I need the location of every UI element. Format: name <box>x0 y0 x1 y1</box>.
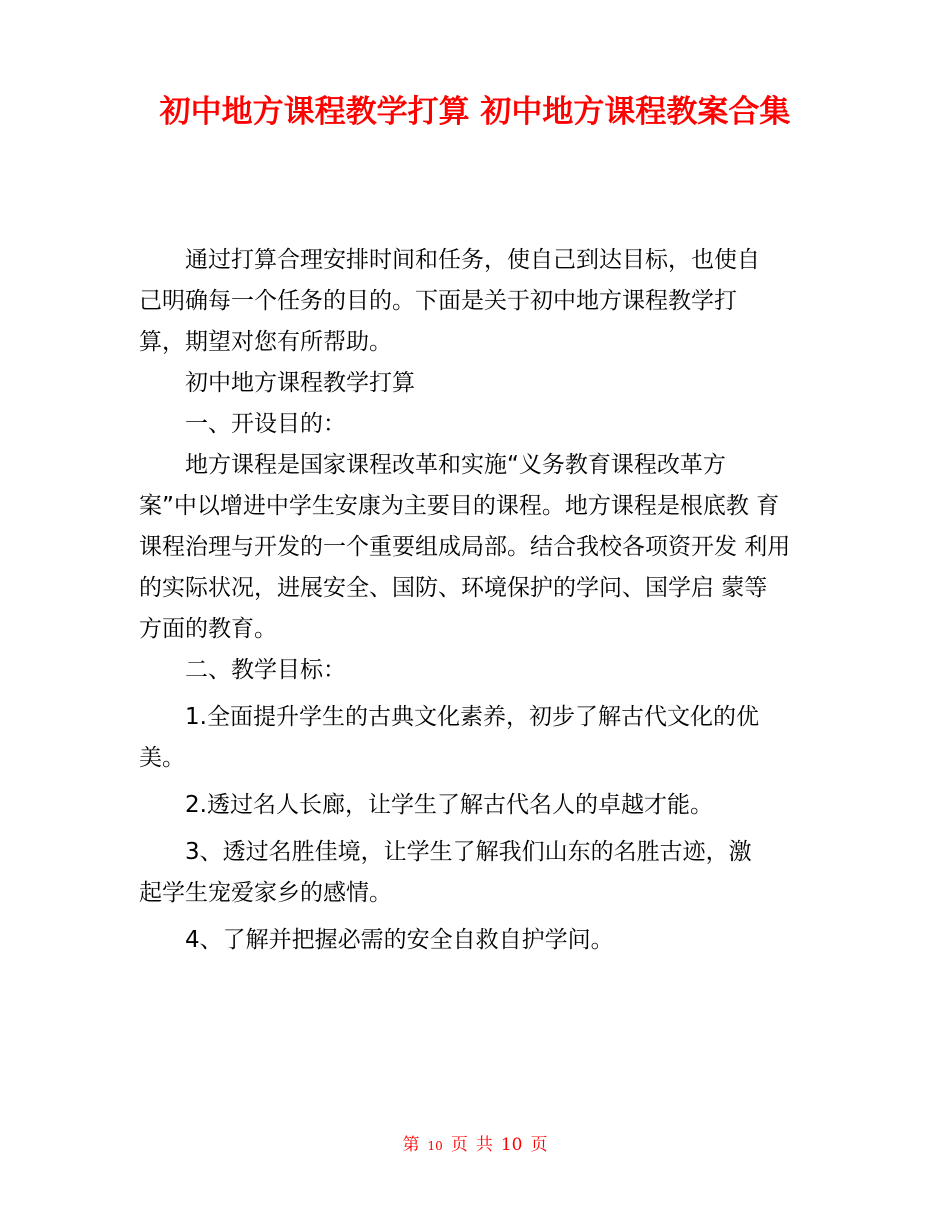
section-heading-purpose: 一、开设目的： <box>185 411 346 437</box>
goal-item-4: 4、了解并把握必需的安全自救自护学问。 <box>185 927 614 953</box>
text-line: 地方课程是国家课程改革和实施“义务教育课程改革方 <box>185 452 726 478</box>
text-line: 案”中以增进中学生安康为主要目的课程。地方课程是根底教 育 <box>139 493 780 519</box>
text-line: 课程治理与开发的一个重要组成局部。结合我校各项资开发 利用 <box>139 534 791 560</box>
document-body <box>139 240 819 961</box>
text-line: 1.全面提升学生的古典文化素养，初步了解古代文化的优 <box>185 704 759 730</box>
text-line: 起学生宠爱家乡的感情。 <box>139 880 392 906</box>
goal-item-3 <box>139 832 819 914</box>
text-line: 通过打算合理安排时间和任务，使自己到达目标，也使自 <box>185 247 760 273</box>
text-line: 美。 <box>139 745 185 771</box>
page-footer <box>0 1133 950 1158</box>
text-line: 方面的教育。 <box>139 616 277 642</box>
paragraph-purpose <box>139 445 819 650</box>
footer-di: 第 <box>402 1135 420 1155</box>
text-line: 的实际状况，进展安全、国防、环境保护的学问、国学启 蒙等 <box>139 575 768 601</box>
section-heading-plan: 初中地方课程教学打算 <box>185 370 415 396</box>
goal-item-1 <box>139 697 819 779</box>
text-line: 算，期望对您有所帮助。 <box>139 329 392 355</box>
paragraph-intro <box>139 240 819 363</box>
section-heading-goals: 二、教学目标： <box>185 657 346 683</box>
document-title: 初中地方课程教学打算 初中地方课程教案合集 <box>159 94 791 130</box>
footer-total-pages: 10 <box>500 1135 523 1155</box>
text-line: 3、透过名胜佳境，让学生了解我们山东的名胜古迹，激 <box>185 839 752 865</box>
text-line: 己明确每一个任务的目的。下面是关于初中地方课程教学打 <box>139 288 737 314</box>
footer-current-page: 10 <box>427 1139 443 1153</box>
footer-ye: 页 <box>450 1135 468 1155</box>
goal-item-2: 2.透过名人长廊，让学生了解古代名人的卓越才能。 <box>185 792 713 818</box>
footer-gong: 共 <box>475 1135 493 1155</box>
footer-ye2: 页 <box>530 1135 548 1155</box>
